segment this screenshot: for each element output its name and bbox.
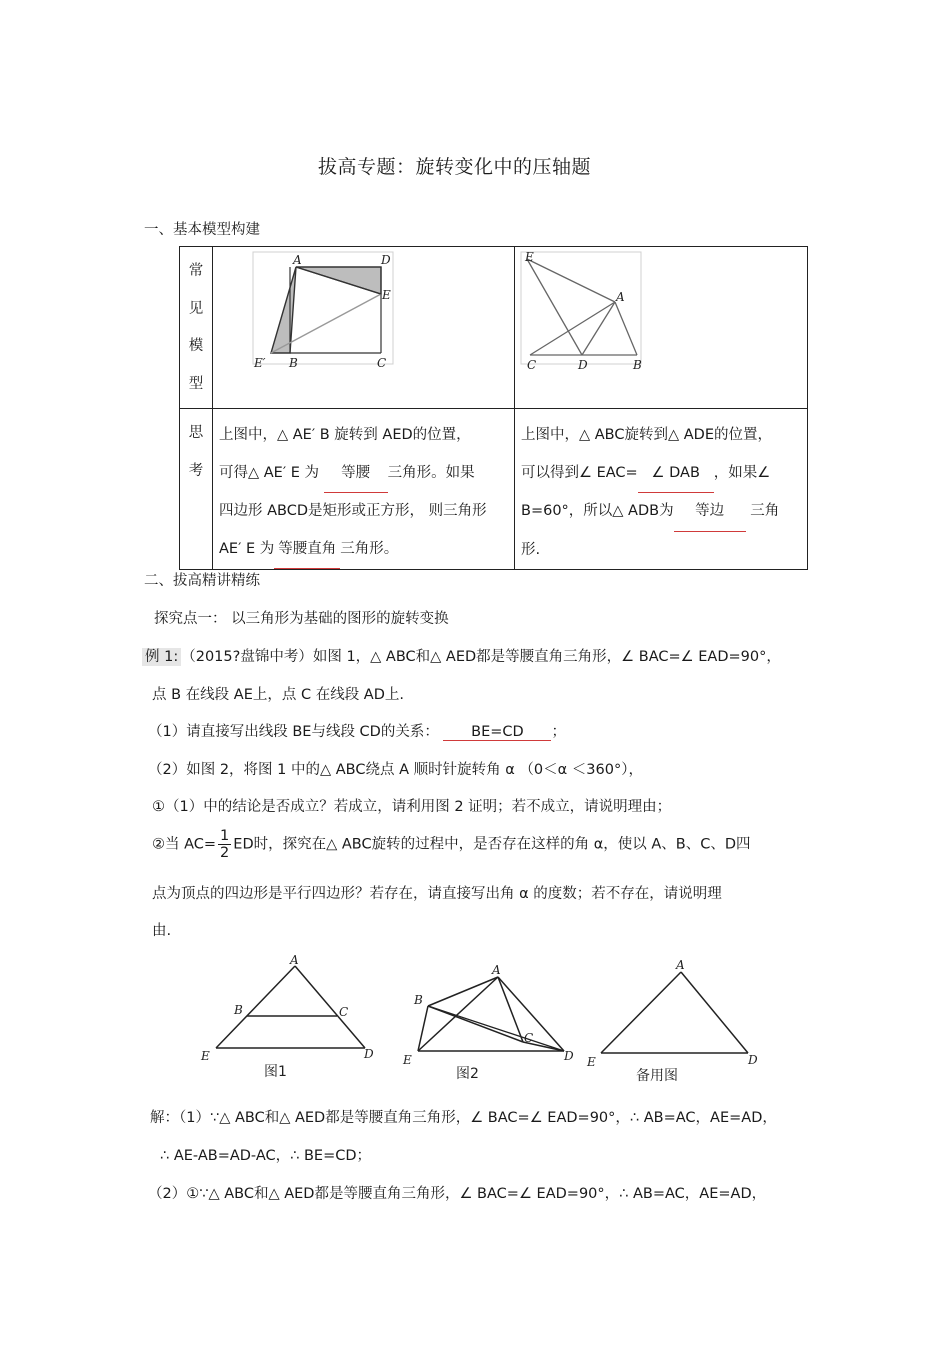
- f1-label-a: A: [290, 953, 299, 967]
- page-title: 拔高专题：旋转变化中的压轴题: [318, 156, 592, 178]
- fig1-label-c: C: [377, 356, 387, 370]
- question-2-part-2-cont: 点为顶点的四边形是平行四边形？若存在，请直接写出角 α 的度数；若不存在，请说明理: [152, 886, 722, 902]
- explore-point-heading: 探究点一： 以三角形为基础的图形的旋转变换: [154, 611, 449, 627]
- thinking-right-text: 上图中，△ ABC旋转到△ ADE的位置， 可以得到∠ EAC= ∠ DAB ，如果∠ B=60°，所以△ ADB为 等边 三角 形.: [515, 409, 808, 570]
- question-2-part-2: ②当 AC= $\frac{1}{2}$ ED时，探究在△ ABC旋转的过程中，是否存在这样的角 α，使以 A、B、C、D四: [152, 828, 751, 861]
- fig2-label-a: A: [616, 290, 625, 304]
- figure-1: [196, 950, 386, 1090]
- answer-be-cd: BE=CD: [443, 724, 551, 741]
- solution-line-1: 解：（1）∵△ ABC和△ AED都是等腰直角三角形，∠ BAC=∠ EAD=90°，∴ AB=AC，AE=AD，: [150, 1110, 777, 1126]
- f1-label-e: E: [201, 1049, 210, 1063]
- fig1-label-a: A: [293, 253, 302, 267]
- f2-label-e: E: [403, 1053, 412, 1067]
- row-header-thinking: 思 考: [180, 409, 213, 570]
- fig2-label-d: D: [578, 358, 588, 372]
- answer-isosceles: 等腰: [324, 455, 388, 494]
- example-line-1: 例 1: （2015?盘锦中考）如图 1，△ ABC和△ AED都是等腰直角三角形，∠ BAC=∠ EAD=90°，: [142, 645, 781, 666]
- model-table: [179, 246, 808, 570]
- example-tag: 例 1:: [142, 648, 181, 666]
- fraction-one-half: $\frac{1}{2}$: [220, 828, 230, 861]
- fig2-label-e: E: [525, 250, 534, 264]
- f2-label-d: D: [564, 1049, 574, 1063]
- f1-label-d: D: [364, 1047, 374, 1061]
- f2-label-b: B: [414, 993, 423, 1007]
- question-2-part-2-end: 由.: [152, 923, 172, 939]
- fig1-label-eprime: E′: [254, 356, 266, 370]
- answer-isosceles-right: 等腰直角: [274, 531, 340, 570]
- fig2-label-b: B: [633, 358, 642, 372]
- answer-angle-dab: ∠ DAB: [638, 455, 714, 494]
- model-figure-rectangle-cell: [213, 247, 515, 409]
- f2-caption: 图2: [456, 1066, 479, 1082]
- fig1-label-b: B: [289, 356, 298, 370]
- example-line-2: 点 B 在线段 AE上，点 C 在线段 AD上.: [152, 687, 405, 703]
- row-header-models: 常 见 模 型: [180, 247, 213, 409]
- f3-label-a: A: [676, 958, 685, 972]
- thinking-left-text: 上图中，△ AE′ B 旋转到 AED的位置， 可得△ AE′ E 为 等腰 三角形。如果 四边形 ABCD是矩形或正方形， 则三角形 AE′ E 为 等腰直角 三角形。: [213, 409, 515, 570]
- f1-label-c: C: [339, 1005, 349, 1019]
- rectangle-rotation-figure: [213, 247, 513, 407]
- f3-label-e: E: [587, 1055, 596, 1069]
- question-2-part-1: ①（1）中的结论是否成立？若成立，请利用图 2 证明；若不成立，请说明理由；: [152, 799, 672, 815]
- figure-2: [398, 950, 588, 1090]
- f3-label-d: D: [748, 1053, 758, 1067]
- answer-equilateral: 等边: [674, 493, 746, 532]
- question-2: （2）如图 2，将图 1 中的△ ABC绕点 A 顺时针旋转角 α （0＜α ＜360°），: [148, 762, 643, 778]
- section-heading-1: 一、基本模型构建: [144, 222, 260, 238]
- figure-spare: [584, 950, 774, 1090]
- question-1: （1）请直接写出线段 BE与线段 CD的关系： BE=CD ；: [148, 724, 566, 740]
- solution-line-2: ∴ AE-AB=AD-AC，∴ BE=CD；: [160, 1148, 372, 1164]
- triangle-rotation-figure: [515, 247, 805, 407]
- f2-label-c: C: [524, 1031, 534, 1045]
- f3-caption: 备用图: [636, 1068, 678, 1084]
- fig2-label-c: C: [527, 358, 537, 372]
- f2-label-a: A: [492, 963, 501, 977]
- f1-label-b: B: [234, 1003, 243, 1017]
- f1-caption: 图1: [264, 1064, 287, 1080]
- fig1-label-d: D: [381, 253, 391, 267]
- solution-line-3: （2）①∵△ ABC和△ AED都是等腰直角三角形，∠ BAC=∠ EAD=90°，∴ AB=AC，AE=AD，: [148, 1186, 767, 1202]
- model-figure-triangle-cell: [515, 247, 808, 409]
- section-heading-2: 二、拔高精讲精练: [144, 573, 260, 589]
- fig1-label-e: E: [382, 288, 391, 302]
